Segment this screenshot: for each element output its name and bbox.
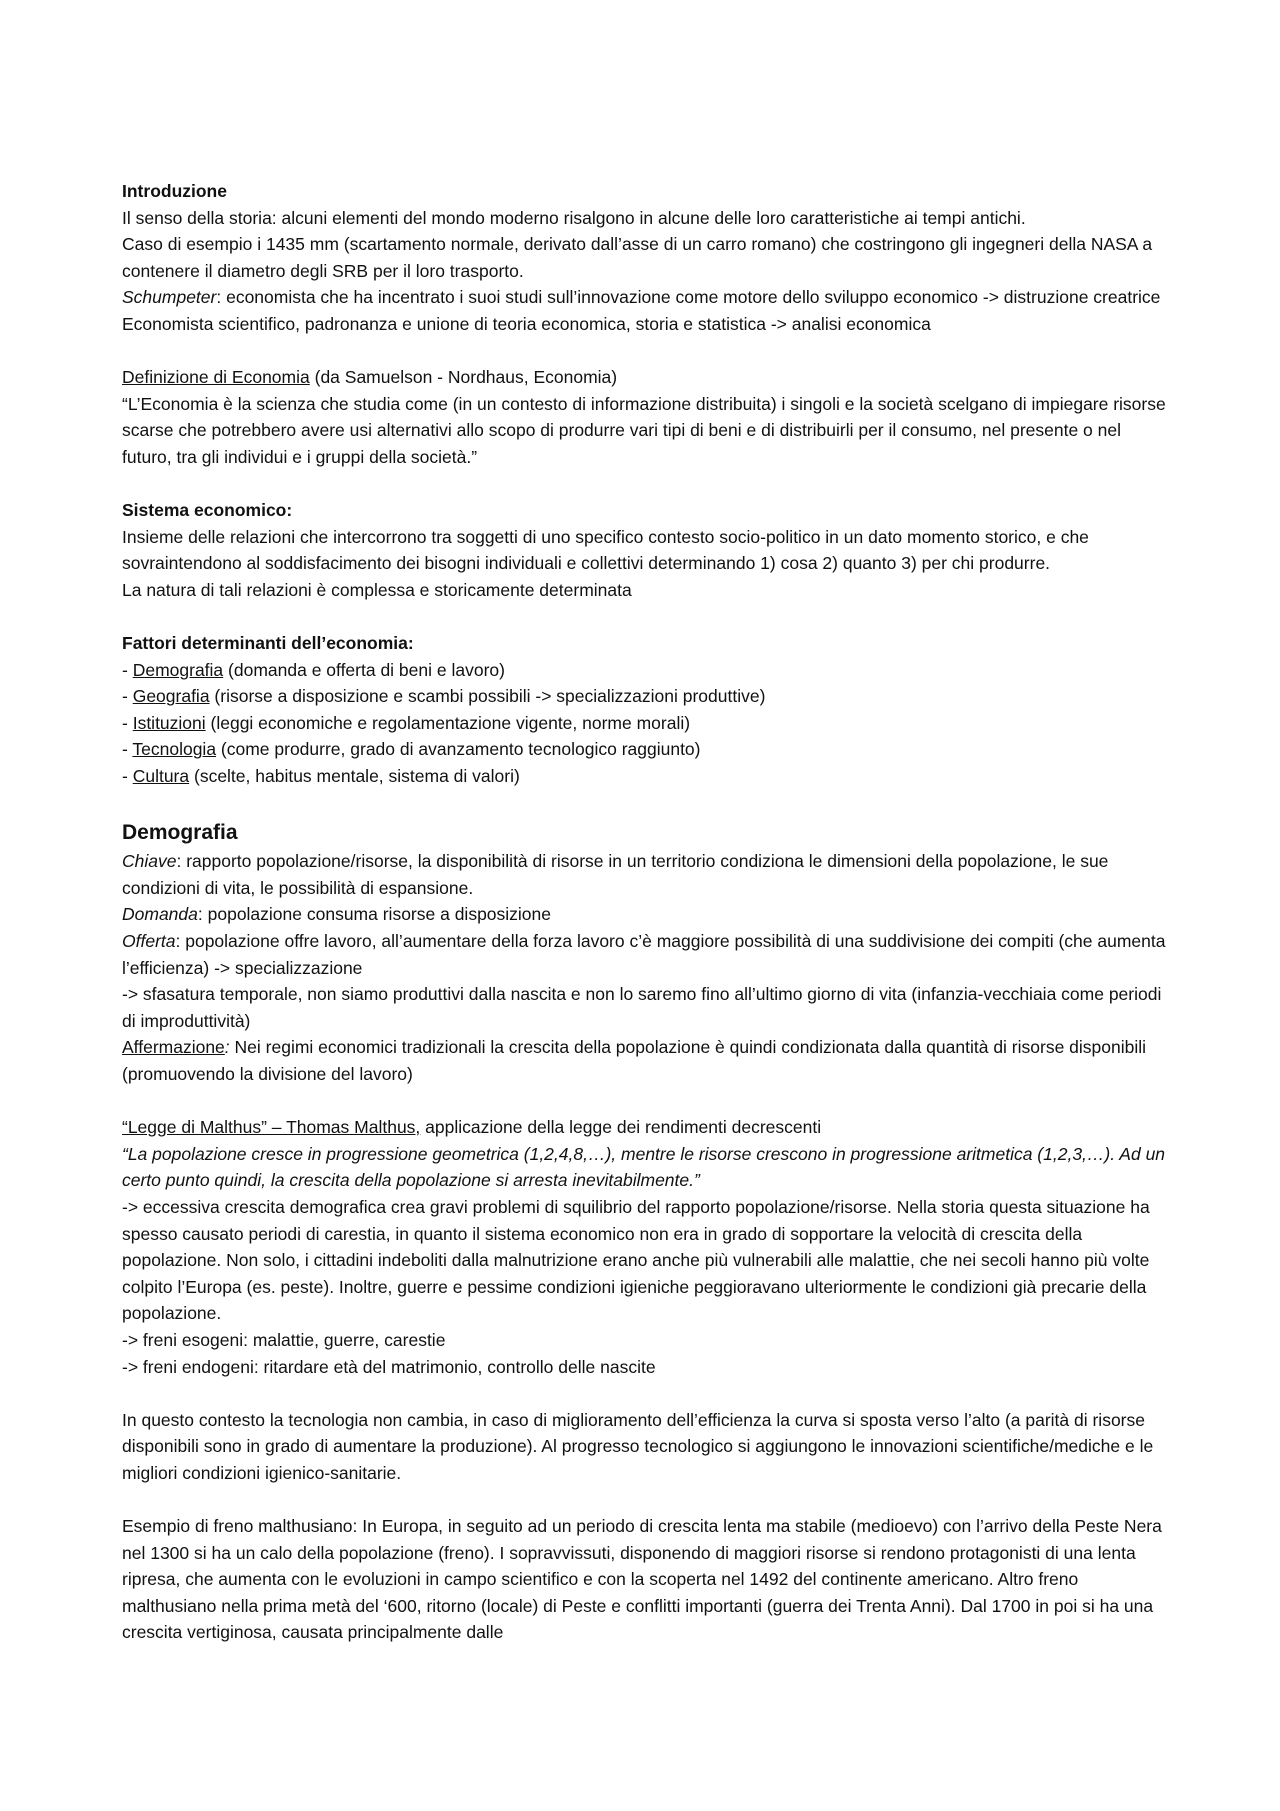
factor-term: Istituzioni: [132, 712, 206, 733]
offerta-term: Offerta: [122, 931, 176, 952]
factor-term: Cultura: [132, 766, 190, 787]
factor-desc: (domanda e offerta di beni e lavoro): [223, 659, 505, 680]
demography-domanda: [122, 901, 1170, 928]
definition-quote: “L’Economia è la scienza che studia come (in un contesto di informazione distribuita) i singoli e la società scelgano di impiegare risorse scarse che potrebbero avere usi alternativi allo scopo di produrre vari tipi di beni e di distribuirli per il consumo, nel presente o nel futuro, tra gli individui e i gruppi della società.”: [122, 393, 1166, 467]
malthus-freni-endogeni: -> freni endogeni: ritardare età del matrimonio, controllo delle nascite: [122, 1356, 656, 1377]
definition-title-line: [122, 364, 1170, 391]
schumpeter-text: : economista che ha incentrato i suoi studi sull’innovazione come motore dello sviluppo economico -> distruzione creatrice: [216, 287, 1161, 308]
factor-desc: (come produrre, grado di avanzamento tecnologico raggiunto): [216, 739, 701, 760]
intro-line-1: Il senso della storia: alcuni elementi del mondo moderno risalgono in alcune delle loro caratteristiche ai tempi antichi.: [122, 207, 1026, 228]
factor-prefix: -: [122, 739, 133, 760]
factor-prefix: -: [122, 766, 133, 787]
offerta-text: : popolazione offre lavoro, all’aumentare della forza lavoro c’è maggiore possibilità di una suddivisione dei compiti (che aumenta l’efficienza) -> specializzazione: [122, 931, 1166, 978]
demography-chiave: [122, 848, 1170, 901]
system-text-1: Insieme delle relazioni che intercorrono tra soggetti di uno specifico contesto socio-politico in un dato momento storico, e che sovraintendono al soddisfacimento dei bisogni individuali e collettivi determinando 1) cosa 2) quanto 3) per chi produrre.: [122, 526, 1089, 574]
factor-item: [122, 683, 1170, 710]
factor-prefix: -: [122, 659, 133, 680]
system-text-2: La natura di tali relazioni è complessa e storicamente determinata: [122, 579, 632, 600]
intro-heading: Introduzione: [122, 181, 227, 201]
demography-offerta: [122, 928, 1170, 981]
factor-desc: (scelte, habitus mentale, sistema di valori): [189, 766, 520, 787]
demography-sfasatura: -> sfasatura temporale, non siamo produttivi dalla nascita e non lo saremo fino all’ultimo giorno di vita (infanzia-vecchiaia come periodi di improduttività): [122, 984, 1162, 1031]
factor-term: Tecnologia: [132, 739, 217, 760]
intro-schumpeter: [122, 284, 1170, 311]
factor-item: [122, 710, 1170, 737]
domanda-text: : popolazione consuma risorse a disposizione: [197, 904, 552, 925]
intro-line-4: Economista scientifico, padronanza e unione di teoria economica, storia e statistica -> analisi economica: [122, 313, 931, 334]
malthus-quote: “La popolazione cresce in progressione geometrica (1,2,4,8,…), mentre le risorse crescono in progressione aritmetica (1,2,3,…). Ad un certo punto quindi, la crescita della popolazione si arresta inevitabilmente.”: [122, 1143, 1166, 1191]
factor-prefix: -: [122, 712, 133, 733]
factor-desc: (leggi economiche e regolamentazione vigente, norme morali): [205, 712, 691, 733]
affermazione-text: Nei regimi economici tradizionali la crescita della popolazione è quindi condizionata dalla quantità di risorse disponibili (promuovendo la divisione del lavoro): [122, 1037, 1147, 1084]
factor-prefix: -: [122, 686, 133, 707]
factor-item: [122, 736, 1170, 763]
definition-title: Definizione di Economia: [122, 367, 310, 388]
factors-heading: Fattori determinanti dell’economia:: [122, 633, 414, 654]
factors-list: [122, 657, 1170, 790]
schumpeter-term: Schumpeter: [122, 287, 217, 308]
demography-affermazione: [122, 1034, 1170, 1087]
malthus-text: -> eccessiva crescita demografica crea gravi problemi di squilibrio del rapporto popolazione/risorse. Nella storia questa situazione ha spesso causato periodi di carestia, in quanto il sistema economico non era in grado di sopportare la velocità di crescita della popolazione. Non solo, i cittadini indeboliti dalla malnutrizione erano anche più vulnerabili alle malattie, che nei secoli hanno più volte colpito l’Europa (es. peste). Inoltre, guerre e pessime condizioni igieniche peggioravano ulteriormente le condizioni già precarie della popolazione.: [122, 1196, 1150, 1324]
chiave-text: : rapporto popolazione/risorse, la disponibilità di risorse in un territorio condiziona le dimensioni della popolazione, le sue condizioni di vita, le possibilità di espansione.: [122, 851, 1109, 898]
example-paragraph: Esempio di freno malthusiano: In Europa, in seguito ad un periodo di crescita lenta ma stabile (medioevo) con l’arrivo della Peste Nera nel 1300 si ha un calo della popolazione (freno). I sopravvissuti, disponendo di maggiori risorse si rendono protagonisti di una lenta ripresa, che aumenta con le evoluzioni in campo scientifico e con la scoperta nel 1492 del continente americano. Altro freno malthusiano nella prima metà del ‘600, ritorno (locale) di Peste e conflitti importanti (guerra dei Trenta Anni). Dal 1700 in poi si ha una crescita vertiginosa, causata principalmente dalle: [122, 1516, 1162, 1643]
affermazione-term: Affermazione: [122, 1037, 225, 1058]
factor-item: [122, 657, 1170, 684]
demography-heading: Demografia: [122, 821, 238, 845]
intro-line-2: Caso di esempio i 1435 mm (scartamento normale, derivato dall’asse di un carro romano) che costringono gli ingegneri della NASA a contenere il diametro degli SRB per il loro trasporto.: [122, 234, 1153, 281]
malthus-title: “Legge di Malthus” – Thomas Malthus,: [122, 1117, 421, 1138]
chiave-term: Chiave: [122, 851, 177, 872]
definition-source: (da Samuelson - Nordhaus, Economia): [309, 367, 618, 388]
technology-paragraph: In questo contesto la tecnologia non cambia, in caso di miglioramento dell’efficienza la curva si sposta verso l’alto (a parità di risorse disponibili sono in grado di aumentare la produzione). Al progresso tecnologico si aggiungono le innovazioni scientifiche/mediche e le migliori condizioni igienico-sanitarie.: [122, 1409, 1154, 1483]
factor-desc: (risorse a disposizione e scambi possibili -> specializzazioni produttive): [209, 686, 766, 707]
domanda-term: Domanda: [122, 904, 198, 925]
factor-item: [122, 763, 1170, 790]
malthus-title-rest: applicazione della legge dei rendimenti decrescenti: [420, 1117, 822, 1138]
factor-term: Demografia: [132, 659, 224, 680]
malthus-title-line: [122, 1114, 1170, 1141]
malthus-freni-esogeni: -> freni esogeni: malattie, guerre, carestie: [122, 1329, 446, 1350]
system-heading: Sistema economico:: [122, 500, 293, 521]
affermazione-colon: :: [224, 1037, 230, 1058]
factor-term: Geografia: [132, 686, 210, 707]
